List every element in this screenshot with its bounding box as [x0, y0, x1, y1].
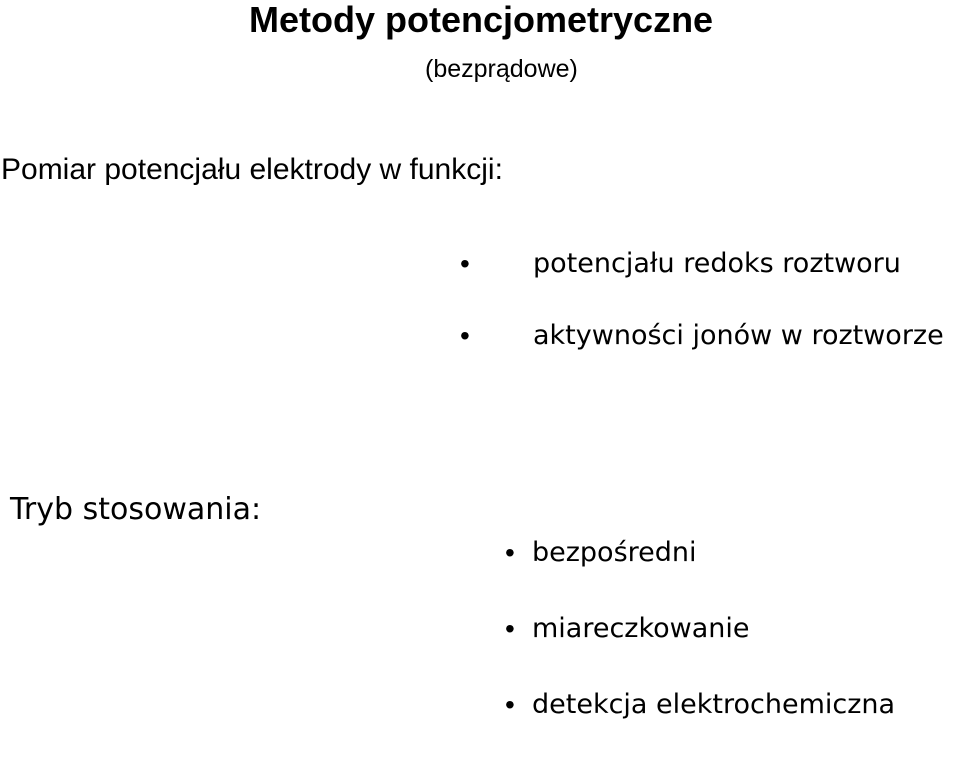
- list-item-label: potencjału redoks roztworu: [533, 248, 901, 279]
- list-item-label: miareczkowanie: [532, 613, 750, 644]
- list-item: [460, 246, 959, 318]
- list-item-label: detekcja elektrochemiczna: [532, 689, 896, 720]
- bullet-icon: •: [460, 248, 470, 279]
- bullet-icon: •: [505, 537, 515, 568]
- slide-title: Metody potencjometryczne: [249, 0, 714, 40]
- list-item-label: aktywności jonów w roztworze: [533, 320, 944, 351]
- bullet-icon: •: [505, 689, 515, 720]
- mode-bullet-list: [505, 534, 959, 762]
- list-item: [505, 534, 959, 610]
- list-item: [460, 318, 959, 390]
- function-bullet-list: [460, 246, 959, 390]
- list-item: [505, 686, 959, 762]
- list-item: [505, 610, 959, 686]
- bullet-icon: •: [460, 320, 470, 351]
- intro-text: Pomiar potencjału elektrody w funkcji:: [1, 153, 503, 186]
- bullet-icon: •: [505, 613, 515, 644]
- slide-subtitle: (bezprądowe): [425, 55, 578, 83]
- mode-heading: Tryb stosowania:: [10, 492, 262, 527]
- list-item-label: bezpośredni: [532, 537, 697, 568]
